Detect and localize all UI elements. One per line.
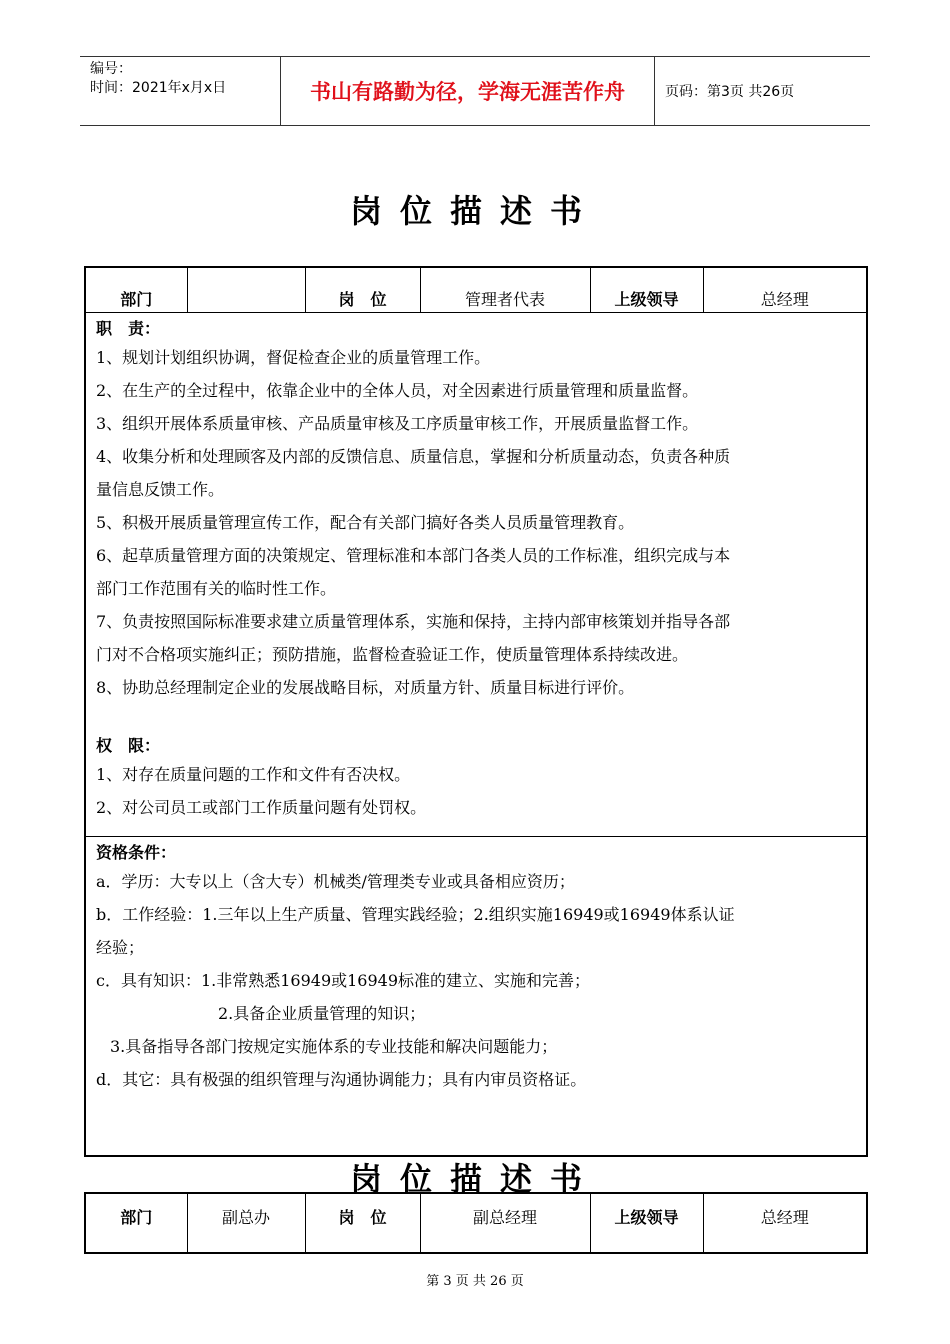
duty-item: 1、规划计划组织协调，督促检查企业的质量管理工作。 — [96, 348, 491, 367]
qualifications-section — [85, 837, 867, 1157]
qualifications-heading: 资格条件： — [96, 843, 177, 862]
header-meta — [80, 57, 281, 125]
page-header — [80, 56, 870, 126]
duty-item: 5、积极开展质量管理宣传工作，配合有关部门搞好各类人员质量管理教育。 — [96, 513, 635, 532]
superior-label: 上级领导 — [590, 267, 703, 313]
duty-item: 门对不合格项实施纠正；预防措施，监督检查验证工作，使质量管理体系持续改进。 — [96, 645, 689, 664]
superior-value: 总经理 — [703, 1193, 867, 1253]
duty-item: 8、协助总经理制定企业的发展战略目标，对质量方针、质量目标进行评价。 — [96, 678, 635, 697]
duty-item: 4、收集分析和处理顾客及内部的反馈信息、质量信息，掌握和分析质量动态，负责各种质 — [96, 447, 731, 466]
post-value: 副总经理 — [420, 1193, 590, 1253]
duties-heading: 职 责： — [96, 319, 161, 338]
dept-label: 部门 — [85, 1193, 187, 1253]
qualification-item: 3.具备指导各部门按规定实施体系的专业技能和解决问题能力； — [110, 1037, 558, 1056]
authority-item: 1、对存在质量问题的工作和文件有否决权。 — [96, 765, 411, 784]
superior-value: 总经理 — [703, 267, 867, 313]
duty-item: 量信息反馈工作。 — [96, 480, 225, 499]
post-label: 岗 位 — [305, 267, 420, 313]
qualification-item: c．具有知识：1.非常熟悉16949或16949标准的建立、实施和完善； — [96, 971, 591, 990]
dept-value: 副总办 — [187, 1193, 305, 1253]
qualification-item: b．工作经验：1.三年以上生产质量、管理实践经验；2.组织实施16949或16949体系认证 — [96, 905, 735, 924]
duty-item: 3、组织开展体系质量审核、产品质量审核及工序质量审核工作，开展质量监督工作。 — [96, 414, 699, 433]
qualification-item: d．其它：具有极强的组织管理与沟通协调能力；具有内审员资格证。 — [96, 1070, 587, 1089]
authority-item: 2、对公司员工或部门工作质量问题有处罚权。 — [96, 798, 427, 817]
post-label: 岗 位 — [305, 1193, 420, 1253]
duty-item: 2、在生产的全过程中，依靠企业中的全体人员，对全因素进行质量管理和质量监督。 — [96, 381, 699, 400]
page-footer: 第 3 页 共 26 页 — [426, 1274, 524, 1289]
duty-item: 部门工作范围有关的临时性工作。 — [96, 579, 337, 598]
document-title-2: 岗位描述书 — [349, 1160, 600, 1198]
number-label: 编号： — [90, 61, 132, 77]
time-label: 时间：2021年x月x日 — [90, 80, 227, 96]
duty-item: 7、负责按照国际标准要求建立质量管理体系，实施和保持，主持内部审核策划并指导各部 — [96, 612, 731, 631]
authority-heading: 权 限： — [96, 736, 161, 755]
job-description-form-2 — [84, 1192, 868, 1254]
document-title: 岗位描述书 — [349, 192, 600, 230]
qualification-item: a．学历：大专以上（含大专）机械类/管理类专业或具备相应资历； — [96, 872, 575, 891]
post-value: 管理者代表 — [420, 267, 590, 313]
header-page-info: 页码：第3页 共26页 — [665, 84, 795, 100]
superior-label: 上级领导 — [590, 1193, 703, 1253]
qualification-item: 2.具备企业质量管理的知识； — [218, 1004, 426, 1023]
qualification-item: 经验； — [96, 938, 145, 957]
dept-value — [187, 267, 305, 313]
job-description-form-1 — [84, 266, 868, 1157]
duties-section — [85, 313, 867, 837]
duty-item: 6、起草质量管理方面的决策规定、管理标准和本部门各类人员的工作标准，组织完成与本 — [96, 546, 731, 565]
dept-label: 部门 — [85, 267, 187, 313]
header-motto: 书山有路勤为径，学海无涯苦作舟 — [281, 57, 655, 125]
